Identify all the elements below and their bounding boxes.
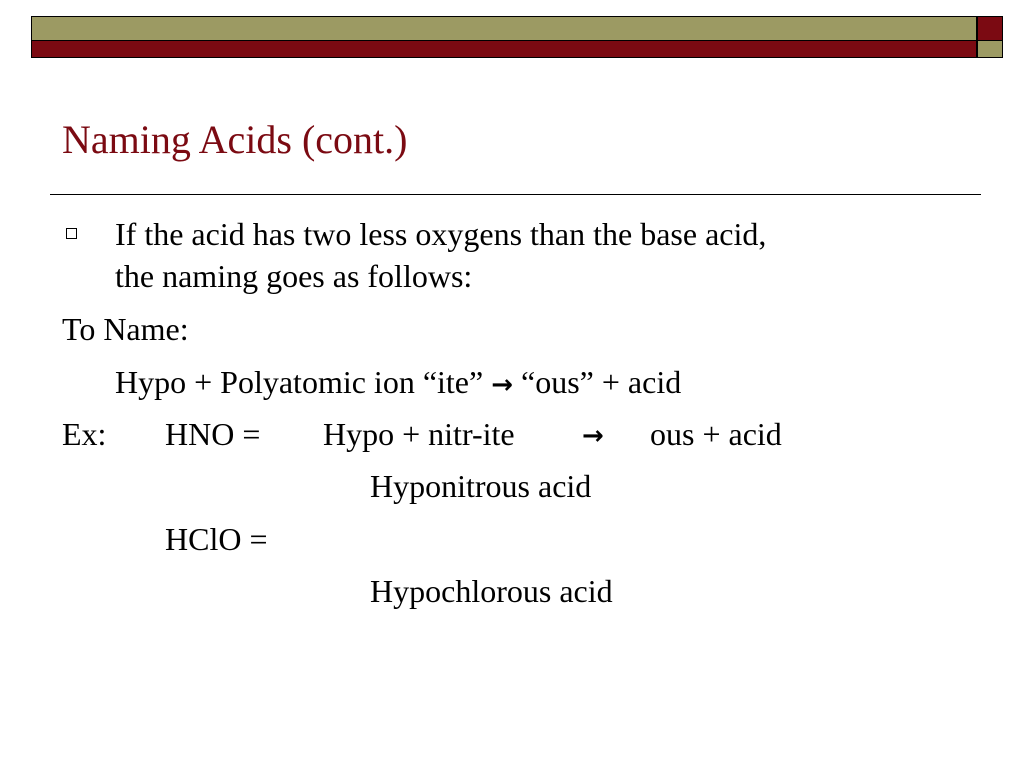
- to-name-label: To Name:: [62, 311, 189, 347]
- formula-part-1: Hypo + Polyatomic ion “ite”: [115, 364, 484, 400]
- slide-title: Naming Acids (cont.): [62, 117, 408, 162]
- bullet-text-line-1: If the acid has two less oxygens than the base acid,: [115, 216, 767, 252]
- example-breakdown-right: ous + acid: [650, 416, 782, 452]
- example-label: Ex:: [62, 416, 107, 452]
- formula-part-2: “ous” + acid: [521, 364, 682, 400]
- right-arrow-icon: →: [582, 421, 604, 451]
- header-bar-olive: [31, 16, 977, 41]
- title-divider: [50, 194, 981, 195]
- naming-formula: [115, 364, 681, 403]
- header-square-olive: [977, 41, 1003, 58]
- example-hno-result: Hyponitrous acid: [370, 468, 592, 504]
- bullet-square-icon: [66, 228, 77, 239]
- header-square-red: [977, 16, 1003, 41]
- example-breakdown-left: Hypo + nitr-ite: [323, 416, 515, 452]
- bullet-text-line-2: the naming goes as follows:: [115, 258, 473, 294]
- header-bar-red: [31, 41, 977, 58]
- right-arrow-icon: →: [491, 370, 513, 400]
- example-hclo-result: Hypochlorous acid: [370, 573, 613, 609]
- example-hclo: HClO =: [165, 521, 268, 557]
- example-hno: HNO =: [165, 416, 261, 452]
